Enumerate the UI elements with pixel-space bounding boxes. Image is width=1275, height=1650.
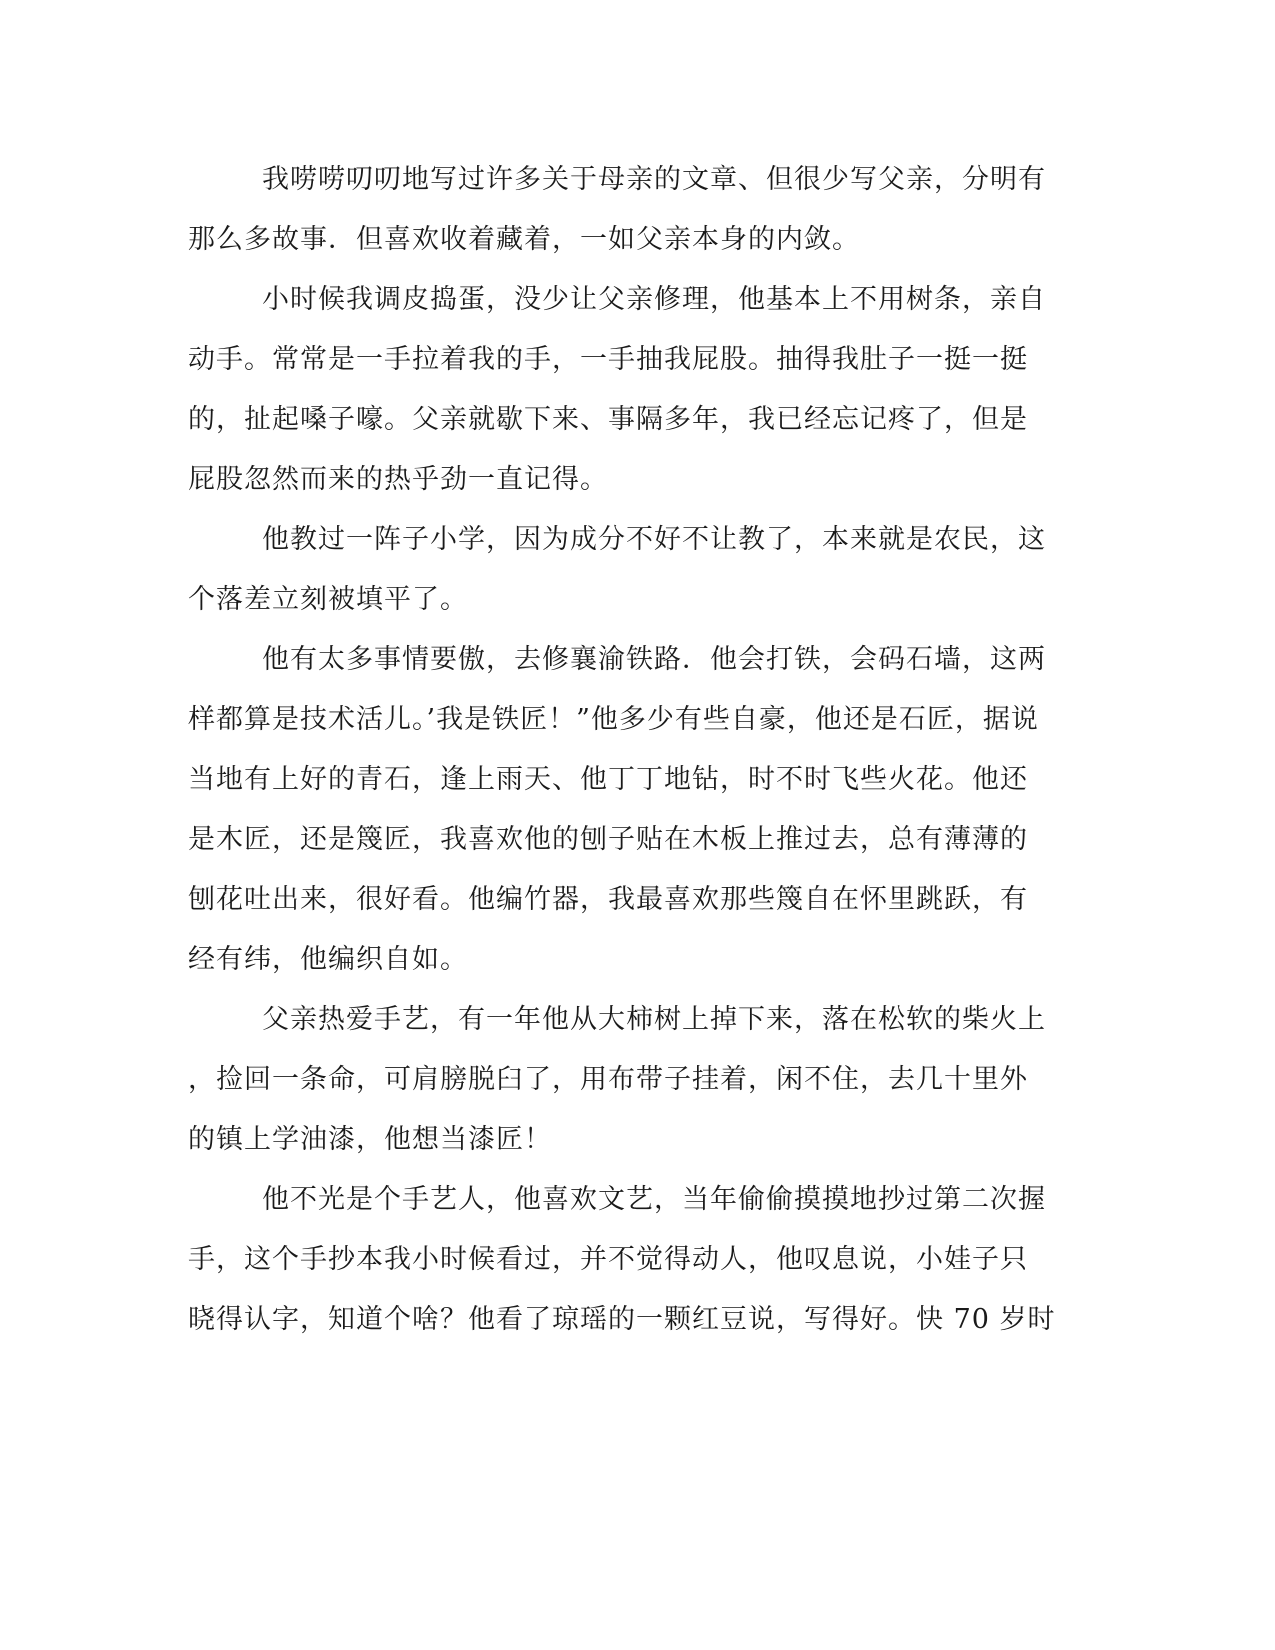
text-line: 刨花吐出来，很好看。他编竹器，我最喜欢那些篾自在怀里跳跃，有 — [188, 884, 1028, 915]
text-line: 小时候我调皮捣蛋，没少让父亲修理，他基本上不用树条，亲自 — [262, 284, 1046, 315]
text-line: 经有纬，他编织自如。 — [188, 944, 468, 975]
paragraph — [188, 510, 1078, 630]
text-line: 晓得认字，知道个啥？他看了琼瑶的一颗红豆说，写得好。快 70 岁时 — [188, 1304, 1056, 1335]
document-body — [188, 150, 1078, 1350]
paragraph — [188, 630, 1078, 990]
text-line: 他不光是个手艺人，他喜欢文艺，当年偷偷摸摸地抄过第二次握 — [262, 1184, 1046, 1215]
text-line: 他教过一阵子小学，因为成分不好不让教了，本来就是农民，这 — [262, 524, 1046, 555]
text-line: 的镇上学油漆，他想当漆匠！ — [188, 1124, 552, 1155]
text-line: 屁股忽然而来的热乎劲一直记得。 — [188, 464, 608, 495]
text-line: 个落差立刻被填平了。 — [188, 584, 468, 615]
text-line: 当地有上好的青石，逢上雨天、他丁丁地钻，时不时飞些火花。他还 — [188, 764, 1028, 795]
paragraph — [188, 270, 1078, 510]
paragraph — [188, 1170, 1078, 1350]
text-line: 他有太多事情要傲，去修襄渝铁路．他会打铁，会码石墙，这两 — [262, 644, 1046, 675]
text-line: 的，扯起嗓子嚎。父亲就歇下来、事隔多年，我已经忘记疼了，但是 — [188, 404, 1028, 435]
text-line: 我唠唠叨叨地写过许多关于母亲的文章、但很少写父亲，分明有 — [262, 164, 1046, 195]
text-line: 样都算是技术活儿。’我是铁匠！”他多少有些自豪，他还是石匠，据说 — [188, 704, 1039, 735]
paragraph — [188, 150, 1078, 270]
text-line: 那么多故事．但喜欢收着藏着，一如父亲本身的内敛。 — [188, 224, 860, 255]
text-line: 动手。常常是一手拉着我的手，一手抽我屁股。抽得我肚子一挺一挺 — [188, 344, 1028, 375]
text-line: 父亲热爱手艺，有一年他从大柿树上掉下来，落在松软的柴火上 — [262, 1004, 1046, 1035]
text-line: ，捡回一条命，可肩膀脱臼了，用布带子挂着，闲不住，去几十里外 — [188, 1064, 1028, 1095]
text-line: 是木匠，还是篾匠，我喜欢他的刨子贴在木板上推过去，总有薄薄的 — [188, 824, 1028, 855]
text-line: 手，这个手抄本我小时候看过，并不觉得动人，他叹息说，小娃子只 — [188, 1244, 1028, 1275]
paragraph — [188, 990, 1078, 1170]
